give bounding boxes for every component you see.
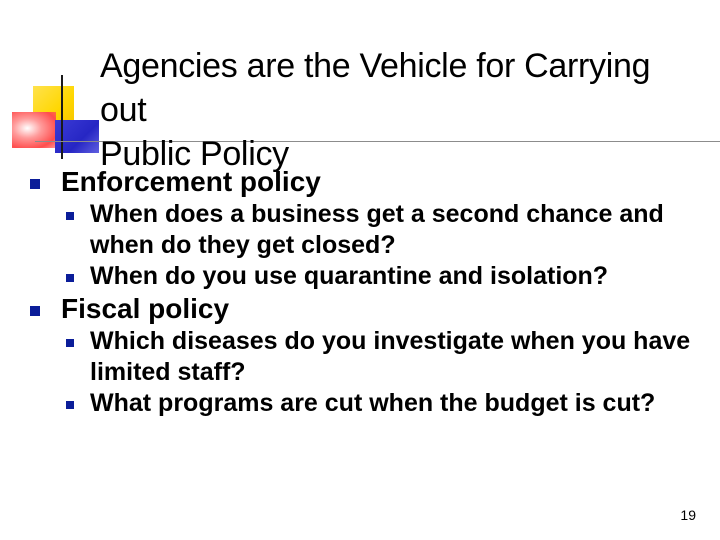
square-bullet-icon: [66, 212, 74, 220]
vertical-rule: [61, 75, 63, 159]
decorative-corner-graphic: [0, 0, 110, 170]
title-line-2: Public Policy: [100, 135, 289, 173]
sub-bullet-item: [0, 199, 720, 261]
sub-bullet-text: What programs are cut when the budget is cut?: [90, 389, 656, 417]
square-bullet-icon: [66, 339, 74, 347]
sub-bullet-text: Which diseases do you investigate when you have limited staff?: [90, 327, 691, 386]
square-bullet-icon: [30, 306, 40, 316]
slide-title: [100, 44, 700, 176]
bullet-text: Fiscal policy: [61, 293, 230, 324]
sub-bullet-item: [0, 388, 720, 419]
square-bullet-icon: [66, 401, 74, 409]
bullet-text: Enforcement policy: [61, 166, 321, 197]
square-bullet-icon: [30, 179, 40, 189]
sub-bullet-item: [0, 261, 720, 292]
slide-number: 19: [680, 507, 696, 523]
sub-bullet-item: [0, 326, 720, 388]
red-square: [12, 112, 56, 148]
title-line-1: Agencies are the Vehicle for Carrying out: [100, 47, 651, 129]
sub-bullet-text: When does a business get a second chance and when do they get closed?: [90, 200, 664, 259]
sub-bullet-text: When do you use quarantine and isolation?: [90, 262, 609, 290]
square-bullet-icon: [66, 274, 74, 282]
bullet-item: [0, 292, 720, 326]
bullet-item: [0, 165, 720, 199]
bullet-list: [0, 165, 720, 419]
